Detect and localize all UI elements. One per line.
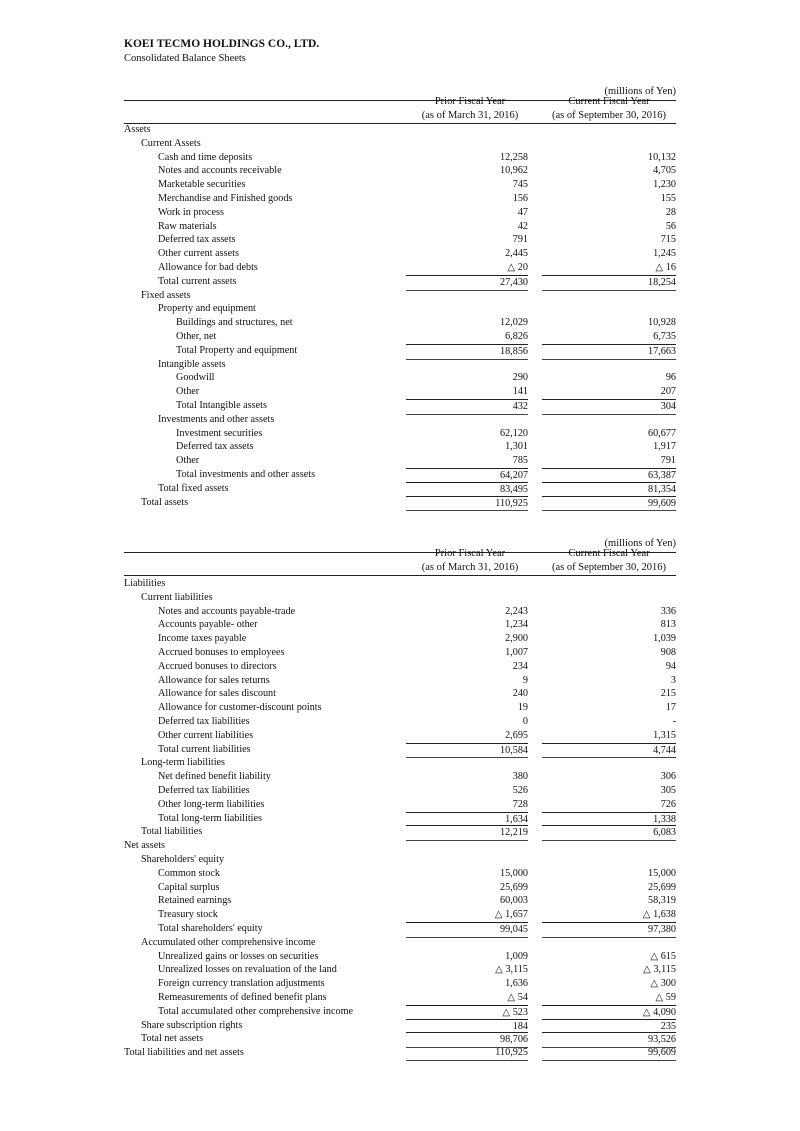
current-year-value: 1,039	[653, 633, 676, 645]
table-row	[124, 632, 676, 646]
prior-year-value: 9	[522, 674, 528, 686]
prior-year-value: 15,000	[499, 867, 528, 879]
units-label: (millions of Yen)	[604, 86, 676, 97]
prior-year-value: 42	[517, 220, 528, 232]
table-row	[124, 963, 676, 977]
prior-year-value: 27,430	[406, 275, 528, 291]
table-row	[124, 233, 676, 247]
row-label: Work in process	[158, 206, 224, 218]
row-label: Total liabilities	[141, 826, 203, 838]
table-row	[124, 1046, 676, 1060]
prior-year-value: 1,636	[505, 978, 528, 990]
prior-year-value: 240	[512, 688, 528, 700]
row-label: Retained earnings	[158, 895, 232, 907]
table-row	[124, 674, 676, 688]
table-row	[124, 220, 676, 234]
current-year-value: 6,083	[542, 825, 676, 841]
current-year-value: 81,354	[542, 482, 676, 497]
column-header-prior	[406, 547, 534, 574]
table-row	[124, 770, 676, 784]
current-year-date: (as of September 30, 2016)	[551, 109, 666, 121]
current-year-value: △ 3,115	[643, 964, 676, 976]
row-label: Deferred tax liabilities	[158, 715, 250, 727]
current-year-value: 791	[660, 455, 676, 467]
row-label: Accrued bonuses to directors	[158, 660, 277, 672]
row-label: Marketable securities	[158, 179, 246, 191]
table-row	[124, 468, 676, 482]
current-year-value: 63,387	[542, 468, 676, 483]
table-row	[124, 812, 676, 826]
table-row	[124, 371, 676, 385]
row-label: Total current assets	[158, 275, 237, 287]
prior-year-value: 1,301	[505, 441, 528, 453]
row-label: Cash and time deposits	[158, 151, 253, 163]
table-row	[124, 302, 676, 316]
row-label: Common stock	[158, 867, 220, 879]
assets-rows	[124, 123, 676, 509]
current-year-value: 1,338	[542, 812, 676, 827]
prior-year-date: (as of March 31, 2016)	[421, 109, 519, 121]
table-row	[124, 881, 676, 895]
current-year-value: 306	[660, 771, 676, 783]
table-row	[124, 440, 676, 454]
table-row	[124, 164, 676, 178]
row-label: Total fixed assets	[158, 482, 229, 494]
row-label: Accounts payable- other	[158, 619, 258, 631]
current-year-value: 96	[665, 372, 676, 384]
table-row	[124, 936, 676, 950]
table-row	[124, 206, 676, 220]
units-label: (millions of Yen)	[604, 538, 676, 549]
prior-year-value: 290	[512, 372, 528, 384]
current-year-value: -	[672, 715, 676, 727]
table-row	[124, 261, 676, 275]
current-year-value: 1,917	[653, 441, 676, 453]
current-year-value: 17	[665, 702, 676, 714]
row-label: Allowance for customer-discount points	[158, 702, 322, 714]
prior-year-date: (as of March 31, 2016)	[421, 561, 519, 573]
current-year-value: 10,132	[647, 151, 676, 163]
table-row	[124, 123, 676, 137]
document-title: Consolidated Balance Sheets	[124, 53, 246, 64]
prior-year-title: Prior Fiscal Year	[434, 548, 506, 559]
prior-year-value: 1,007	[505, 646, 528, 658]
current-year-value: 25,699	[647, 881, 676, 893]
prior-year-value: 745	[512, 179, 528, 191]
prior-year-value: 60,003	[499, 895, 528, 907]
current-year-value: 908	[660, 646, 676, 658]
row-label: Income taxes payable	[158, 633, 247, 645]
current-year-value: 304	[542, 399, 676, 415]
table-row	[124, 275, 676, 289]
table-row	[124, 922, 676, 936]
table-row	[124, 1005, 676, 1019]
prior-year-value: △ 54	[507, 991, 528, 1003]
prior-year-value: 25,699	[499, 881, 528, 893]
row-label: Current Assets	[141, 137, 201, 149]
table-row	[124, 687, 676, 701]
table-row	[124, 756, 676, 770]
table-row	[124, 798, 676, 812]
prior-year-value: 64,207	[406, 468, 528, 483]
table-row	[124, 853, 676, 867]
row-label: Foreign currency translation adjustments	[158, 978, 325, 990]
current-year-value: 235	[542, 1019, 676, 1034]
current-year-value: 1,245	[653, 248, 676, 260]
row-label: Total Intangible assets	[176, 399, 267, 411]
current-year-value: 715	[660, 234, 676, 246]
prior-year-value: 526	[512, 784, 528, 796]
row-label: Unrealized gains or losses on securities	[158, 950, 319, 962]
row-label: Total net assets	[141, 1033, 204, 1045]
table-row	[124, 784, 676, 798]
row-label: Goodwill	[176, 372, 215, 384]
table-row	[124, 646, 676, 660]
current-year-value: 28	[665, 206, 676, 218]
current-year-value: 1,315	[653, 729, 676, 741]
prior-year-value: 234	[512, 660, 528, 672]
current-year-value: 4,744	[542, 743, 676, 759]
current-year-value: 155	[660, 192, 676, 204]
prior-year-value: △ 523	[406, 1005, 528, 1020]
row-label: Merchandise and Finished goods	[158, 192, 293, 204]
prior-year-value: △ 1,657	[494, 909, 528, 921]
prior-year-value: 791	[512, 234, 528, 246]
table-row	[124, 496, 676, 510]
prior-year-value: 6,826	[505, 330, 528, 342]
row-label: Intangible assets	[158, 358, 226, 370]
prior-year-value: 728	[512, 798, 528, 810]
column-header-current	[542, 95, 676, 122]
current-year-date: (as of September 30, 2016)	[551, 561, 666, 573]
row-label: Capital surplus	[158, 881, 220, 893]
table-row	[124, 729, 676, 743]
current-year-value: 15,000	[647, 867, 676, 879]
prior-year-value: 432	[406, 399, 528, 415]
current-year-value: 3	[670, 674, 676, 686]
table-row	[124, 482, 676, 496]
row-label: Allowance for sales returns	[158, 674, 270, 686]
current-year-title: Current Fiscal Year	[568, 548, 650, 559]
table-row	[124, 427, 676, 441]
prior-year-value: 98,706	[406, 1032, 528, 1048]
row-label: Total liabilities and net assets	[124, 1047, 244, 1059]
table-row	[124, 591, 676, 605]
current-year-value: 10,928	[647, 317, 676, 329]
row-label: Total accumulated other comprehensive income	[158, 1005, 354, 1017]
table-row	[124, 1019, 676, 1033]
prior-year-value: 156	[512, 192, 528, 204]
current-year-value: 94	[665, 660, 676, 672]
prior-year-value: 184	[406, 1019, 528, 1034]
prior-year-value: 110,925	[406, 1046, 528, 1061]
row-label: Raw materials	[158, 220, 217, 232]
row-label: Allowance for bad debts	[158, 261, 258, 273]
current-year-value: 99,609	[542, 1046, 676, 1061]
prior-year-value: △ 3,115	[495, 964, 528, 976]
prior-year-value: 12,219	[406, 825, 528, 841]
row-label: Buildings and structures, net	[176, 317, 293, 329]
current-year-value: 17,663	[542, 344, 676, 360]
prior-year-value: 1,234	[505, 619, 528, 631]
row-label: Accrued bonuses to employees	[158, 646, 285, 658]
header-bottom-rule	[124, 575, 676, 576]
row-label: Deferred tax liabilities	[158, 784, 250, 796]
row-label: Long-term liabilities	[141, 757, 226, 769]
table-row	[124, 839, 676, 853]
prior-year-value: 18,856	[406, 344, 528, 360]
table-row	[124, 454, 676, 468]
liabilities-rows	[124, 577, 676, 1060]
prior-year-value: 2,900	[505, 633, 528, 645]
table-row	[124, 660, 676, 674]
prior-year-value: 110,925	[406, 496, 528, 512]
table-row	[124, 178, 676, 192]
prior-year-value: 62,120	[499, 427, 528, 439]
current-year-value: 4,705	[653, 165, 676, 177]
row-label: Investment securities	[176, 427, 263, 439]
current-year-value: 60,677	[647, 427, 676, 439]
row-label: Unrealized losses on revaluation of the land	[158, 964, 337, 976]
row-label: Total long-term liabilities	[158, 812, 262, 824]
current-year-value: 305	[660, 784, 676, 796]
table-row	[124, 977, 676, 991]
row-label: Fixed assets	[141, 289, 191, 301]
table-row	[124, 137, 676, 151]
row-label: Share subscription rights	[141, 1019, 243, 1031]
row-label: Other	[176, 455, 200, 467]
row-label: Notes and accounts receivable	[158, 165, 282, 177]
row-label: Current liabilities	[141, 591, 213, 603]
row-label: Assets	[124, 124, 151, 135]
row-label: Liabilities	[124, 578, 166, 589]
row-label: Total current liabilities	[158, 743, 251, 755]
row-label: Other long-term liabilities	[158, 798, 265, 810]
prior-year-value: 19	[517, 702, 528, 714]
current-year-value: 813	[660, 619, 676, 631]
current-year-value: 93,526	[542, 1032, 676, 1048]
prior-year-value: 0	[522, 715, 528, 727]
prior-year-value: 141	[512, 386, 528, 398]
row-label: Accumulated other comprehensive income	[141, 936, 316, 948]
table-row	[124, 908, 676, 922]
table-row	[124, 247, 676, 261]
row-label: Property and equipment	[158, 303, 256, 315]
table-row	[124, 385, 676, 399]
table-row	[124, 825, 676, 839]
table-row	[124, 701, 676, 715]
prior-year-value: 12,029	[499, 317, 528, 329]
current-year-value: 6,735	[653, 330, 676, 342]
table-row	[124, 316, 676, 330]
row-label: Other current liabilities	[158, 729, 254, 741]
prior-year-value: △ 20	[507, 261, 528, 273]
prior-year-value: 99,045	[406, 922, 528, 938]
row-label: Total Property and equipment	[176, 344, 298, 356]
row-label: Treasury stock	[158, 909, 218, 921]
row-label: Notes and accounts payable-trade	[158, 605, 296, 617]
current-year-value: 336	[660, 605, 676, 617]
current-year-title: Current Fiscal Year	[568, 96, 650, 107]
table-row	[124, 358, 676, 372]
table-row	[124, 330, 676, 344]
current-year-value: △ 1,638	[642, 909, 676, 921]
row-label: Remeasurements of defined benefit plans	[158, 991, 327, 1003]
table-row	[124, 192, 676, 206]
column-header-current	[542, 547, 676, 574]
current-year-value: △ 59	[655, 991, 676, 1003]
prior-year-value: 380	[512, 771, 528, 783]
table-row	[124, 151, 676, 165]
table-row	[124, 618, 676, 632]
row-label: Total shareholders' equity	[158, 922, 263, 934]
prior-year-value: 10,962	[499, 165, 528, 177]
prior-year-title: Prior Fiscal Year	[434, 96, 506, 107]
row-label: Total assets	[141, 496, 189, 508]
table-row	[124, 577, 676, 591]
table-row	[124, 894, 676, 908]
table-row	[124, 1032, 676, 1046]
current-year-value: 726	[660, 798, 676, 810]
current-year-value: △ 615	[650, 950, 676, 962]
current-year-value: 56	[665, 220, 676, 232]
row-label: Other	[176, 386, 200, 398]
table-row	[124, 715, 676, 729]
row-label: Net assets	[124, 840, 166, 852]
prior-year-value: 1,009	[505, 950, 528, 962]
prior-year-value: 1,634	[406, 812, 528, 827]
row-label: Deferred tax assets	[158, 234, 236, 246]
row-label: Net defined benefit liability	[158, 771, 271, 783]
row-label: Allowance for sales discount	[158, 688, 276, 700]
table-row	[124, 950, 676, 964]
row-label: Shareholders' equity	[141, 853, 225, 865]
current-year-value: 18,254	[542, 275, 676, 291]
table-row	[124, 289, 676, 303]
row-label: Investments and other assets	[158, 413, 275, 425]
table-row	[124, 991, 676, 1005]
column-header-prior	[406, 95, 534, 122]
row-label: Deferred tax assets	[176, 441, 254, 453]
prior-year-value: 10,584	[406, 743, 528, 759]
table-row	[124, 743, 676, 757]
current-year-value: 97,380	[542, 922, 676, 938]
prior-year-value: 47	[517, 206, 528, 218]
current-year-value: △ 16	[655, 261, 676, 273]
prior-year-value: 12,258	[499, 151, 528, 163]
prior-year-value: 2,243	[505, 605, 528, 617]
prior-year-value: 83,495	[406, 482, 528, 497]
table-row	[124, 605, 676, 619]
company-name: KOEI TECMO HOLDINGS CO., LTD.	[124, 38, 320, 50]
table-row	[124, 413, 676, 427]
current-year-value: 207	[660, 386, 676, 398]
row-label: Other, net	[176, 330, 217, 342]
prior-year-value: 785	[512, 455, 528, 467]
row-label: Other current assets	[158, 248, 239, 260]
prior-year-value: 2,445	[505, 248, 528, 260]
current-year-value: 215	[660, 688, 676, 700]
current-year-value: △ 300	[650, 978, 676, 990]
table-row	[124, 867, 676, 881]
current-year-value: △ 4,090	[542, 1005, 676, 1020]
current-year-value: 99,609	[542, 496, 676, 512]
prior-year-value: 2,695	[505, 729, 528, 741]
current-year-value: 58,319	[647, 895, 676, 907]
current-year-value: 1,230	[653, 179, 676, 191]
table-row	[124, 344, 676, 358]
table-row	[124, 399, 676, 413]
row-label: Total investments and other assets	[176, 468, 316, 480]
